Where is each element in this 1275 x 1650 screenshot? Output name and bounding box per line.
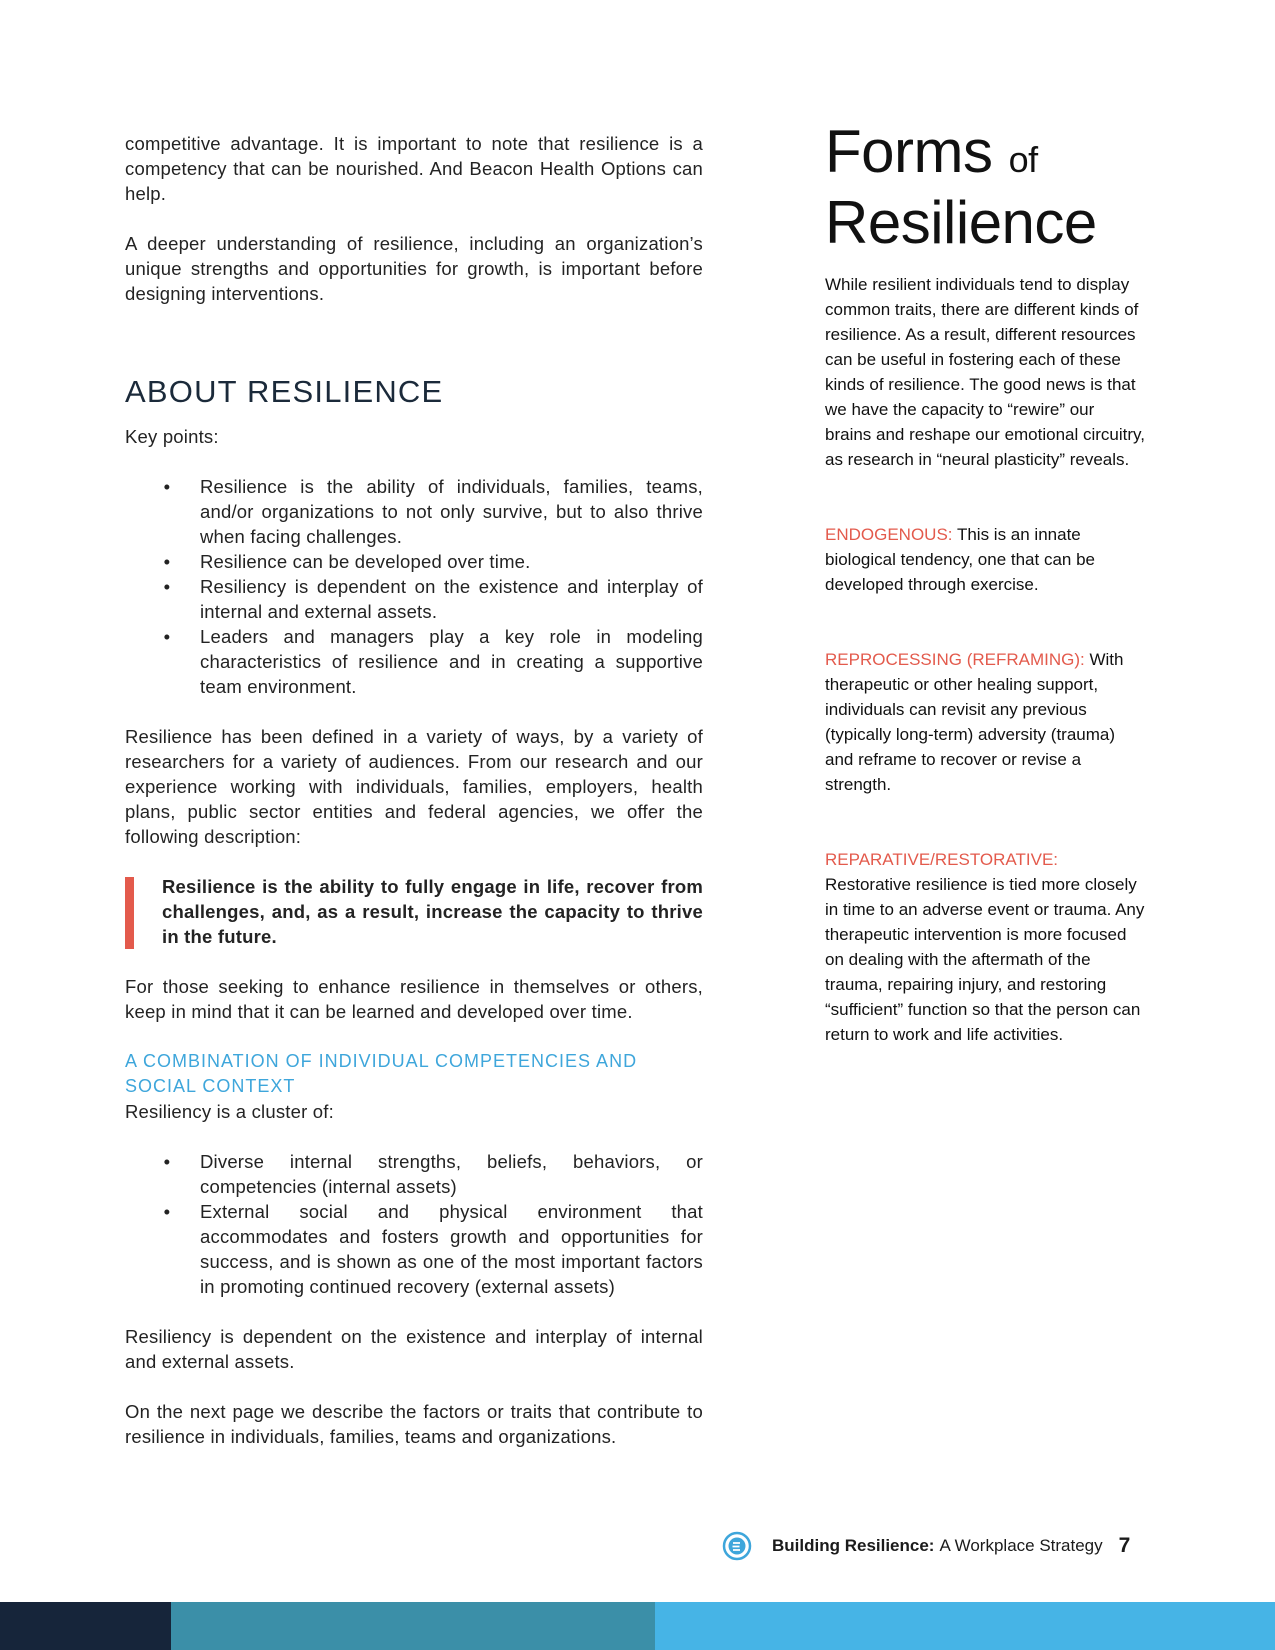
intro-paragraph: competitive advantage. It is important to note that resilience is a competency that can be nourished. And Beacon Health Options can help. [125,133,703,204]
form-text: This is an innate biological tendency, one that can be developed through exercise. [825,525,1095,594]
key-points-label: Key points: [125,426,219,447]
about-resilience-heading: ABOUT RESILIENCE [125,374,444,409]
bullet-icon: • [163,551,171,572]
left-column [125,131,703,1449]
list-item: • Leaders and managers play a key role in modeling characteristics of resilience and in creating a supportive team environment. [125,624,703,699]
form-endogenous [825,522,1145,597]
next-page-paragraph: On the next page we describe the factors or traits that contribute to resilience in individuals, families, teams and organizations. [125,1401,703,1447]
list-item: • Resilience can be developed over time. [125,549,703,574]
footer-band-teal [171,1602,655,1650]
combination-subheading: A COMBINATION OF INDIVIDUAL COMPETENCIES AND SOCIAL CONTEXT [125,1051,638,1096]
footer-title-bold: Building Resilience: [772,1536,935,1555]
dependent-paragraph: Resiliency is dependent on the existence and interplay of internal and external assets. [125,1326,703,1372]
bullet-icon: • [163,1201,171,1222]
bullet-icon: • [163,626,171,647]
beacon-logo-icon [722,1531,752,1561]
page-footer [722,1530,1152,1562]
cluster-label: Resiliency is a cluster of: [125,1101,334,1122]
bullet-icon: • [163,576,171,597]
bullet-icon: • [163,1151,171,1172]
definition-callout [125,874,703,949]
form-reprocessing [825,647,1145,797]
form-label: REPARATIVE/RESTORATIVE: [825,850,1059,869]
callout-text: Resilience is the ability to fully engage in life, recover from challenges, and, as a result, increase the capacity to thrive in the future. [162,876,703,947]
list-item: • Resilience is the ability of individuals, families, teams, and/or organizations to not only survive, but to also thrive when facing challenges. [125,474,703,549]
bullet-icon: • [163,476,171,497]
callout-accent-bar [125,877,134,949]
forms-title: Forms of Resilience [825,118,1097,256]
understanding-paragraph: A deeper understanding of resilience, including an organization’s unique strengths and opportunities for growth, is important before designing interventions. [125,233,703,304]
footer-band-blue [655,1602,1275,1650]
page-number: 7 [1118,1534,1131,1557]
forms-intro: While resilient individuals tend to display common traits, there are different kinds of resilience. As a result, different resources can be useful in fostering each of these kinds of resilience. The good news is that we have the capacity to “rewire” our brains and reshape our emotional circuitry, as research in “neural plasticity” reveals. [825,275,1146,469]
forms-sidebar [825,120,1145,1047]
form-label: REPROCESSING (REFRAMING): [825,650,1085,669]
key-points-list [125,474,703,699]
enhance-paragraph: For those seeking to enhance resilience in themselves or others, keep in mind that it can be learned and developed over time. [125,976,703,1022]
form-reparative [825,847,1145,1047]
cluster-list [125,1149,703,1299]
form-text: With therapeutic or other healing support, individuals can revisit any previous (typically long-term) adversity (trauma) and reframe to recover or revise a strength. [825,650,1124,794]
list-item: • External social and physical environment that accommodates and fosters growth and opportunities for success, and is shown as one of the most important factors in promoting continued recovery (external assets) [125,1199,703,1299]
footer-band-navy [0,1602,171,1650]
definition-paragraph: Resilience has been defined in a variety of ways, by a variety of researchers for a variety of audiences. From our research and our experience working with individuals, families, employers, health plans, public sector entities and federal agencies, we offer the following description: [125,726,703,847]
list-item: • Diverse internal strengths, beliefs, behaviors, or competencies (internal assets) [125,1149,703,1199]
form-text: Restorative resilience is tied more closely in time to an adverse event or trauma. Any therapeutic intervention is more focused on dealing with the aftermath of the trauma, repairing injury, and restoring “sufficient” function so that the person can return to work and life activities. [825,875,1145,1044]
form-label: ENDOGENOUS: [825,525,953,544]
list-item: • Resiliency is dependent on the existence and interplay of internal and external assets. [125,574,703,624]
footer-title: A Workplace Strategy [939,1536,1103,1555]
